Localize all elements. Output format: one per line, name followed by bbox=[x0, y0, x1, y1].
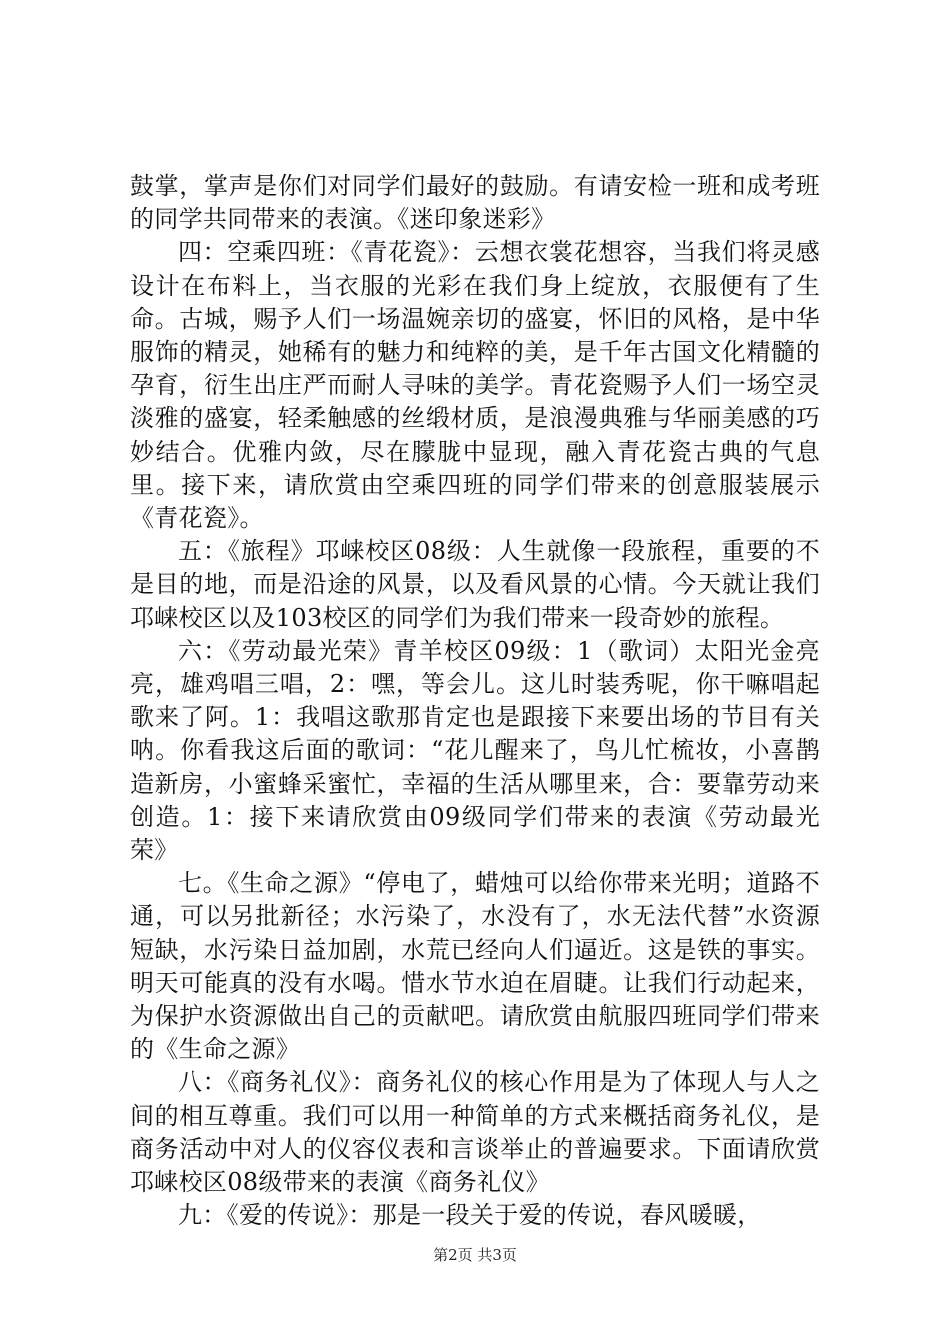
paragraph-qinghuaci: 四：空乘四班：《青花瓷》：云想衣裳花想容，当我们将灵感设计在布料上，当衣服的光彩在我们身上绽放，衣服便有了生命。古城，赐予人们一场温婉亲切的盛宴，怀旧的风格，是中华服饰的精灵，她稀有的魅力和纯粹的美，是千年古国文化精髓的孕育，衍生出庄严而耐人寻味的美学。青花瓷赐予人们一场空灵淡雅的盛宴，轻柔触感的丝缎材质，是浪漫典雅与华丽美感的巧妙结合。优雅内敛，尽在朦胧中显现，融入青花瓷古典的气息里。接下来，请欣赏由空乘四班的同学们带来的创意服装展示《青花瓷》。 bbox=[130, 238, 820, 533]
paragraph-laodong: 六：《劳动最光荣》青羊校区09级：1（歌词）太阳光金亮亮，雄鸡唱三唱，2：嘿，等会儿。这儿时装秀呢，你干嘛唱起歌来了阿。1：我唱这歌那肯定也是跟接下来要出场的节目有关呐。你看我这后面的歌词：“花儿醒来了，鸟儿忙梳妆，小喜鹊造新房，小蜜蜂采蜜忙，幸福的生活从哪里来，合：要靠劳动来创造。1：接下来请欣赏由09级同学们带来的表演《劳动最光荣》 bbox=[130, 636, 820, 865]
paragraph-aide: 九：《爱的传说》：那是一段关于爱的传说，春风暖暖， bbox=[178, 1201, 762, 1230]
paragraph-continuation: 鼓掌，掌声是你们对同学们最好的鼓励。有请安检一班和成考班的同学共同带来的表演。《迷印象迷彩》 bbox=[130, 172, 820, 234]
page-number-footer: 第2页 共3页 bbox=[433, 1246, 517, 1264]
paragraph-shengming: 七。《生命之源》“停电了，蜡烛可以给你带来光明；道路不通，可以另批新径；水污染了，水没有了，水无法代替”水资源短缺，水污染日益加剧，水荒已经向人们逼近。这是铁的事实。明天可能真的没有水喝。惜水节水迫在眉睫。让我们行动起来，为保护水资源做出自己的贡献吧。请欣赏由航服四班同学们带来的《生命之源》 bbox=[130, 869, 820, 1064]
paragraph-shangwu: 八：《商务礼仪》：商务礼仪的核心作用是为了体现人与人之间的相互尊重。我们可以用一种简单的方式来概括商务礼仪，是商务活动中对人的仪容仪表和言谈举止的普遍要求。下面请欣赏邛崃校区08级带来的表演《商务礼仪》 bbox=[130, 1068, 820, 1197]
paragraph-lvcheng: 五：《旅程》邛崃校区08级：人生就像一段旅程，重要的不是目的地，而是沿途的风景，以及看风景的心情。今天就让我们邛崃校区以及103校区的同学们为我们带来一段奇妙的旅程。 bbox=[130, 537, 820, 632]
document-body bbox=[130, 170, 820, 1233]
